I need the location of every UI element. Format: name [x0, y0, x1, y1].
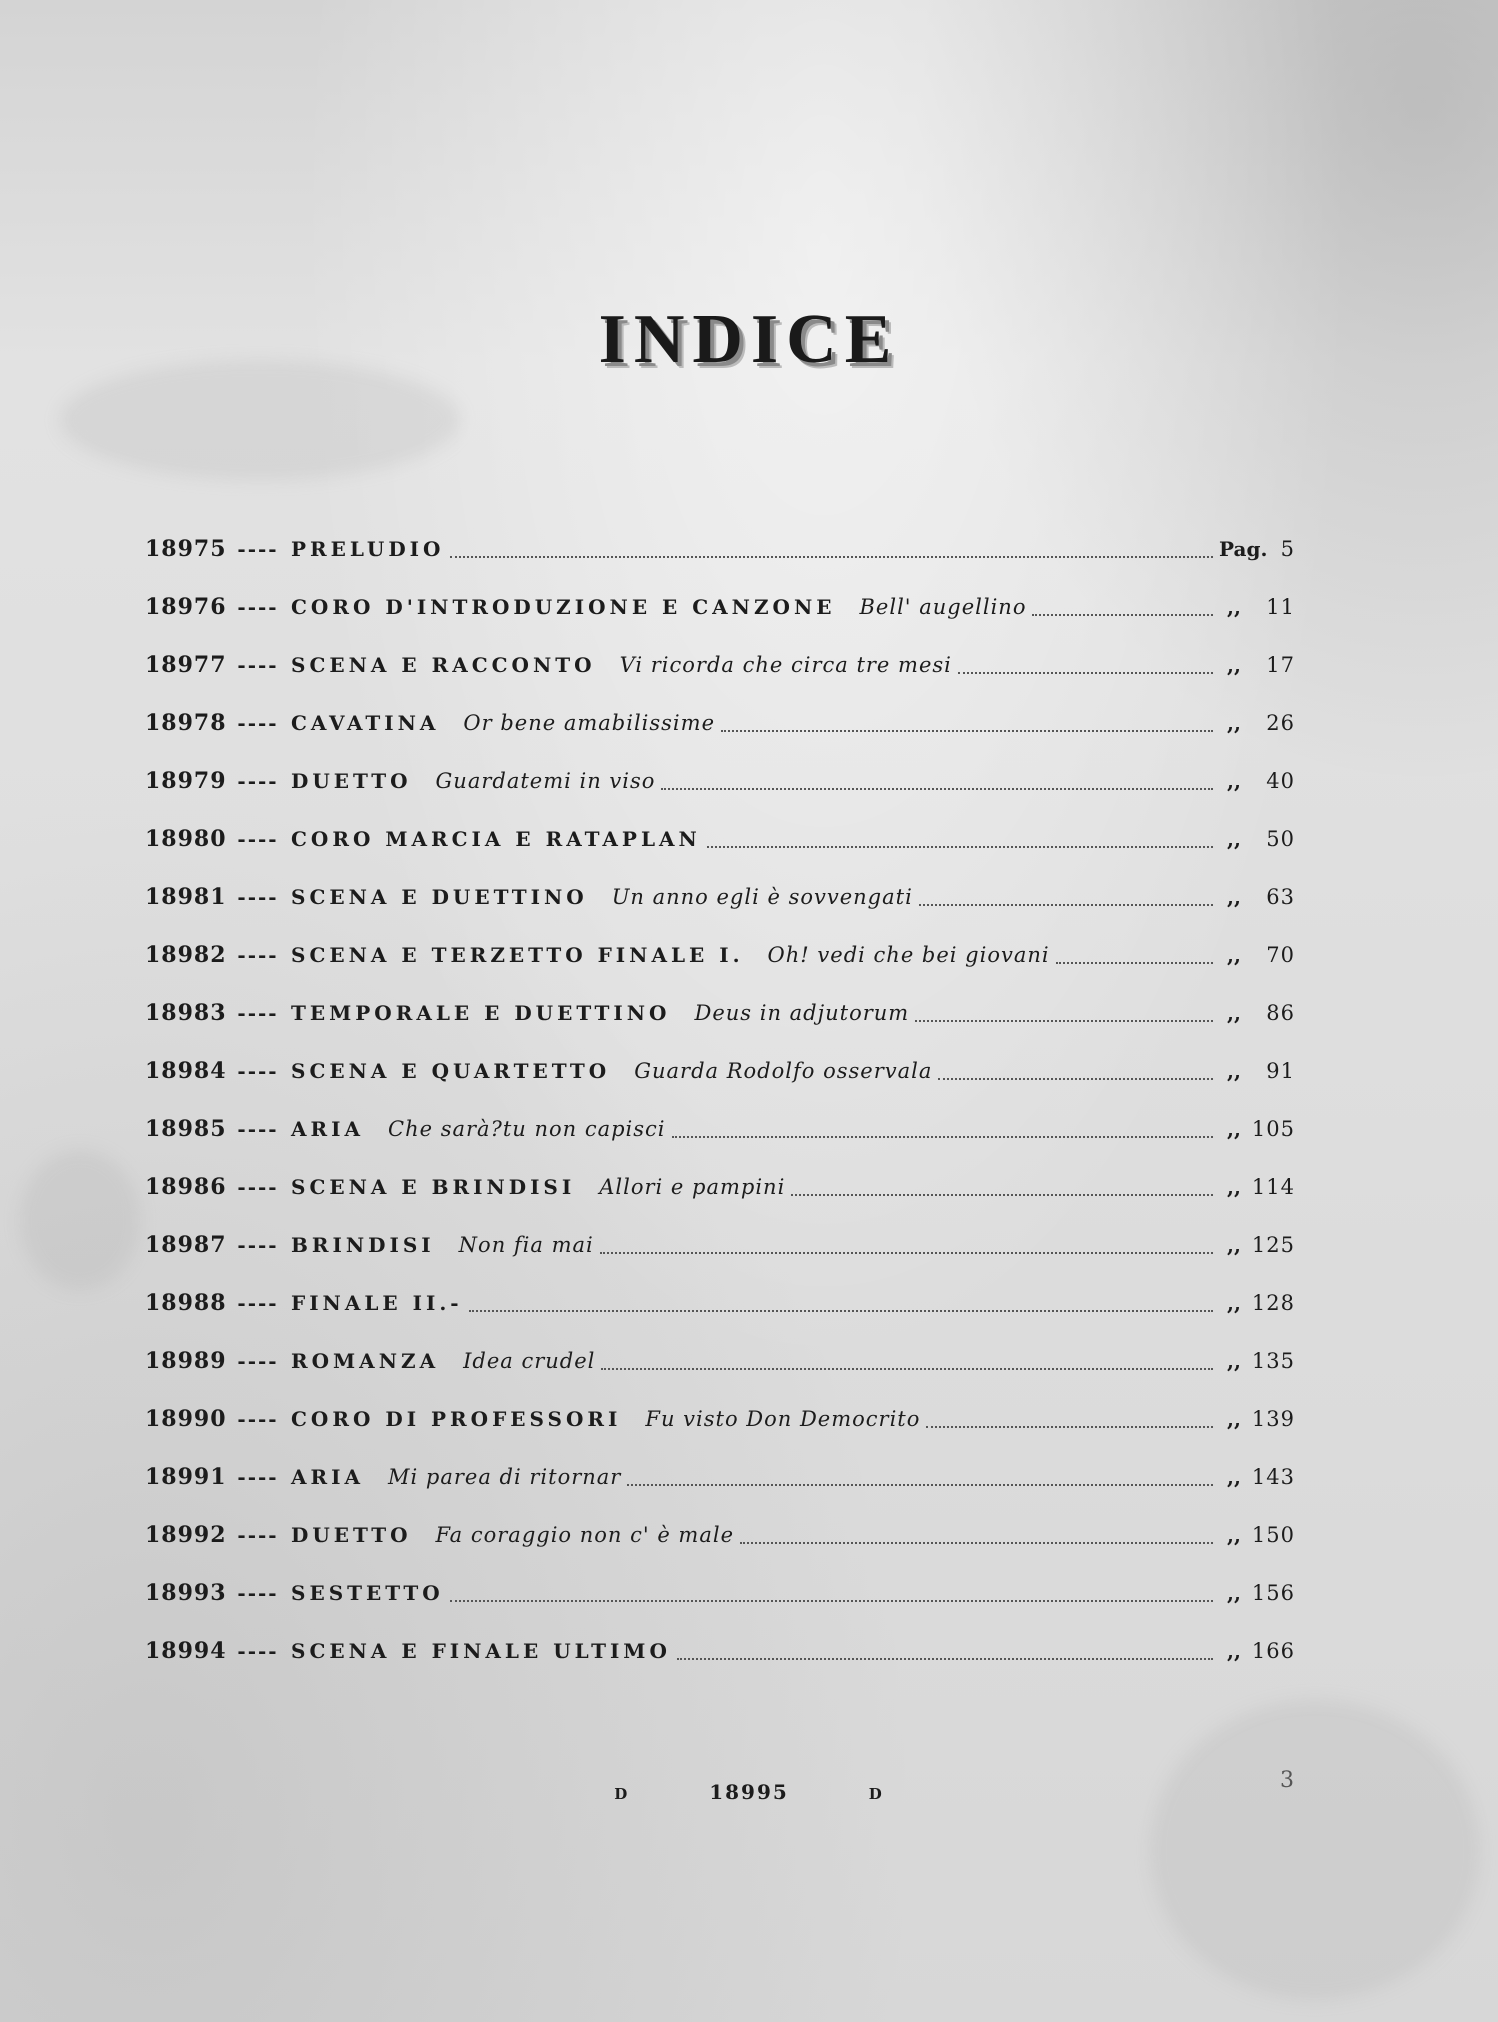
toc-entry-incipit: Bell' augellino [859, 595, 1027, 619]
dot-leader [926, 1426, 1213, 1428]
toc-entry-separator: ---- [237, 1465, 279, 1489]
toc-entry-title: TEMPORALE E DUETTINO [291, 1001, 671, 1025]
toc-entry [145, 636, 1295, 694]
toc-entry-page: 70 [1266, 943, 1295, 967]
toc-entry-separator: ---- [237, 1233, 279, 1257]
toc-entry-page: 5 [1280, 537, 1295, 561]
toc-entry [145, 984, 1295, 1042]
toc-entry-title: SCENA E RACCONTO [291, 653, 596, 677]
toc-entry-page-prefix: ,, [1227, 1059, 1241, 1083]
toc-entry-number: 18993 [145, 1580, 227, 1606]
toc-entry-separator: ---- [237, 1523, 279, 1547]
toc-entry-page-prefix: ,, [1227, 1523, 1241, 1547]
toc-entry [145, 1216, 1295, 1274]
toc-entry [145, 1100, 1295, 1158]
toc-entry-number: 18978 [145, 710, 227, 736]
toc-entry-page: 125 [1251, 1233, 1295, 1257]
toc-entry-number: 18984 [145, 1058, 227, 1084]
toc-entry-page: 91 [1266, 1059, 1295, 1083]
toc-entry-page-prefix: ,, [1227, 827, 1241, 851]
toc-entry-incipit: Idea crudel [463, 1349, 596, 1373]
toc-entry-number: 18982 [145, 942, 227, 968]
toc-entry-title: PRELUDIO [291, 537, 445, 561]
toc-entry-separator: ---- [237, 1175, 279, 1199]
toc-entry-incipit: Un anno egli è sovvengati [611, 885, 913, 909]
dot-leader [740, 1542, 1213, 1544]
toc-entry-page: 50 [1266, 827, 1295, 851]
toc-entry-page-prefix: Pag. [1219, 537, 1268, 561]
toc-entry-number: 18988 [145, 1290, 227, 1316]
toc-entry-page-prefix: ,, [1227, 1117, 1241, 1141]
toc-entry-page: 114 [1251, 1175, 1295, 1199]
toc-entry-page: 139 [1251, 1407, 1295, 1431]
toc-entry-separator: ---- [237, 653, 279, 677]
dot-leader [677, 1658, 1213, 1660]
dot-leader [707, 846, 1213, 848]
toc-entry-number: 18977 [145, 652, 227, 678]
toc-entry-separator: ---- [237, 1639, 279, 1663]
toc-entry-title: CORO DI PROFESSORI [291, 1407, 622, 1431]
toc-entry [145, 1622, 1295, 1680]
toc-entry-incipit: Guardatemi in viso [435, 769, 656, 793]
toc-entry-number: 18986 [145, 1174, 227, 1200]
dot-leader [919, 904, 1213, 906]
dot-leader [661, 788, 1213, 790]
toc-entry-page: 135 [1251, 1349, 1295, 1373]
toc-entry-title: ROMANZA [291, 1349, 440, 1373]
toc-entry-incipit: Non fia mai [458, 1233, 594, 1257]
footer-left-mark: D [614, 1785, 630, 1803]
toc-entry-separator: ---- [237, 885, 279, 909]
toc-entry-separator: ---- [237, 537, 279, 561]
toc-entry-number: 18980 [145, 826, 227, 852]
toc-entry-number: 18994 [145, 1638, 227, 1664]
toc-entry-page-prefix: ,, [1227, 1639, 1241, 1663]
toc-entry-separator: ---- [237, 1407, 279, 1431]
toc-entry-separator: ---- [237, 1349, 279, 1373]
toc-entry-number: 18989 [145, 1348, 227, 1374]
toc-entry-incipit: Guarda Rodolfo osservala [634, 1059, 933, 1083]
dot-leader [958, 672, 1213, 674]
toc-entry-page-prefix: ,, [1227, 653, 1241, 677]
toc-entry-title: SESTETTO [291, 1581, 444, 1605]
page-footer [0, 1780, 1498, 1804]
dot-leader [469, 1310, 1213, 1312]
toc-entry-separator: ---- [237, 711, 279, 735]
dot-leader [915, 1020, 1213, 1022]
toc-entry-title: ARIA [291, 1117, 365, 1141]
dot-leader [791, 1194, 1213, 1196]
toc-entry [145, 868, 1295, 926]
toc-entry-incipit: Deus in adjutorum [694, 1001, 910, 1025]
toc-entry-page-prefix: ,, [1227, 1175, 1241, 1199]
toc-entry-number: 18983 [145, 1000, 227, 1026]
toc-entry-incipit: Or bene amabilissime [463, 711, 715, 735]
toc-entry-title: CORO D'INTRODUZIONE E CANZONE [291, 595, 836, 619]
toc-entry-title: CORO MARCIA E RATAPLAN [291, 827, 701, 851]
toc-entry [145, 1390, 1295, 1448]
footer-right-mark: D [868, 1785, 884, 1803]
dot-leader [938, 1078, 1213, 1080]
dot-leader [627, 1484, 1213, 1486]
toc-entry-incipit: Oh! vedi che bei giovani [767, 943, 1050, 967]
toc-entry-title: ARIA [291, 1465, 365, 1489]
toc-entry [145, 926, 1295, 984]
toc-entry-page: 156 [1251, 1581, 1295, 1605]
toc-entry [145, 1158, 1295, 1216]
toc-entry-number: 18992 [145, 1522, 227, 1548]
toc-entry-title: SCENA E QUARTETTO [291, 1059, 611, 1083]
paper-stain [20, 1150, 140, 1290]
toc-entry-incipit: Fa coraggio non c' è male [435, 1523, 734, 1547]
toc-entry-number: 18981 [145, 884, 227, 910]
toc-entry-page-prefix: ,, [1227, 1349, 1241, 1373]
toc-entry-page-prefix: ,, [1227, 1407, 1241, 1431]
toc-entry-page-prefix: ,, [1227, 711, 1241, 735]
toc-entry-separator: ---- [237, 595, 279, 619]
toc-entry-title: CAVATINA [291, 711, 440, 735]
toc-entry [145, 520, 1295, 578]
toc-entry [145, 810, 1295, 868]
toc-entry-page-prefix: ,, [1227, 1001, 1241, 1025]
toc-entry [145, 1332, 1295, 1390]
toc-entry-incipit: Vi ricorda che circa tre mesi [619, 653, 952, 677]
toc-entry [145, 1448, 1295, 1506]
dot-leader [600, 1252, 1213, 1254]
toc-entry-number: 18991 [145, 1464, 227, 1490]
toc-entry-title: BRINDISI [291, 1233, 435, 1257]
dot-leader [1032, 614, 1213, 616]
toc-entry-title: SCENA E TERZETTO FINALE I. [291, 943, 744, 967]
toc-entry-number: 18976 [145, 594, 227, 620]
toc-entry-separator: ---- [237, 1001, 279, 1025]
page-title: INDICE [598, 301, 900, 378]
toc-entry-number: 18975 [145, 536, 227, 562]
toc-entry-incipit: Fu visto Don Democrito [645, 1407, 921, 1431]
table-of-contents [145, 520, 1295, 1680]
toc-entry-number: 18985 [145, 1116, 227, 1142]
toc-entry-title: FINALE II.- [291, 1291, 463, 1315]
toc-entry-separator: ---- [237, 1059, 279, 1083]
toc-entry-separator: ---- [237, 1581, 279, 1605]
toc-entry-page: 143 [1251, 1465, 1295, 1489]
dot-leader [450, 556, 1213, 558]
page-number: 3 [1280, 1768, 1294, 1793]
toc-entry-page: 150 [1251, 1523, 1295, 1547]
toc-entry-page: 128 [1251, 1291, 1295, 1315]
toc-entry [145, 752, 1295, 810]
toc-entry [145, 578, 1295, 636]
toc-entry-incipit: Mi parea di ritornar [388, 1465, 622, 1489]
toc-entry-page: 17 [1266, 653, 1295, 677]
toc-entry-separator: ---- [237, 1117, 279, 1141]
toc-entry [145, 1042, 1295, 1100]
toc-entry-page-prefix: ,, [1227, 769, 1241, 793]
toc-entry-title: DUETTO [291, 769, 412, 793]
toc-entry-title: DUETTO [291, 1523, 412, 1547]
toc-entry-title: SCENA E BRINDISI [291, 1175, 576, 1199]
toc-entry-page-prefix: ,, [1227, 595, 1241, 619]
paper-stain [1150, 1700, 1480, 2000]
toc-entry-page: 105 [1251, 1117, 1295, 1141]
toc-entry [145, 694, 1295, 752]
toc-entry [145, 1506, 1295, 1564]
toc-entry-incipit: Che sarà?tu non capisci [388, 1117, 666, 1141]
toc-entry-number: 18987 [145, 1232, 227, 1258]
toc-entry-title: SCENA E DUETTINO [291, 885, 588, 909]
footer-plate-number: 18995 [709, 1780, 789, 1804]
dot-leader [672, 1136, 1213, 1138]
toc-entry-page: 166 [1251, 1639, 1295, 1663]
toc-entry-incipit: Allori e pampini [599, 1175, 786, 1199]
toc-entry-page-prefix: ,, [1227, 1581, 1241, 1605]
toc-entry-separator: ---- [237, 827, 279, 851]
toc-entry-page-prefix: ,, [1227, 1465, 1241, 1489]
toc-entry [145, 1274, 1295, 1332]
dot-leader [601, 1368, 1213, 1370]
toc-entry-separator: ---- [237, 943, 279, 967]
toc-entry-title: SCENA E FINALE ULTIMO [291, 1639, 671, 1663]
toc-entry-page: 26 [1266, 711, 1295, 735]
toc-entry-page: 40 [1266, 769, 1295, 793]
toc-entry-page: 63 [1266, 885, 1295, 909]
toc-entry-number: 18979 [145, 768, 227, 794]
toc-entry-page-prefix: ,, [1227, 1291, 1241, 1315]
toc-entry-page-prefix: ,, [1227, 943, 1241, 967]
toc-entry-page-prefix: ,, [1227, 1233, 1241, 1257]
dot-leader [1056, 962, 1213, 964]
toc-entry-page-prefix: ,, [1227, 885, 1241, 909]
toc-entry-separator: ---- [237, 1291, 279, 1315]
dot-leader [721, 730, 1213, 732]
toc-entry-number: 18990 [145, 1406, 227, 1432]
dot-leader [450, 1600, 1213, 1602]
toc-entry-page: 11 [1266, 595, 1295, 619]
toc-entry-separator: ---- [237, 769, 279, 793]
toc-entry-page: 86 [1266, 1001, 1295, 1025]
toc-entry [145, 1564, 1295, 1622]
